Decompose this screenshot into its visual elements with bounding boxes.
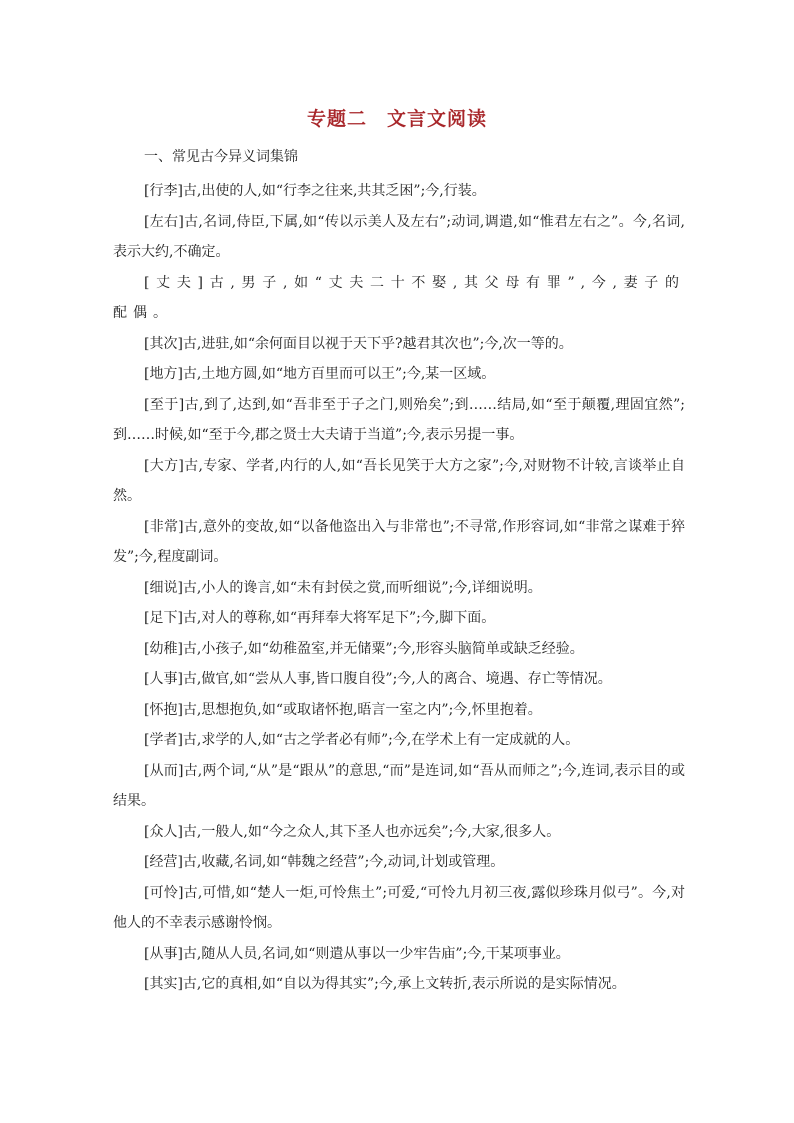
- page-title: 专题二 文言文阅读: [306, 108, 487, 130]
- entry-jingying: [经营]古,收藏,名词,如“韩魏之经营”;今,动词,计划或管理。: [144, 854, 505, 870]
- entry-renshi: [人事]古,做官,如“尝从人事,皆口腹自役”;今,人的离合、境遇、存亡等情况。: [144, 671, 612, 687]
- entry-zhiyu: [至于]古,到了,达到,如“吾非至于子之门,则殆矣”;到……结局,如“至于颠覆,理固宜然”;到……时候,如“至于今,郡之贤士大夫请于当道”;今,表示另提一事。: [113, 396, 685, 443]
- entry-youzhi: [幼稚]古,小孩子,如“幼稚盈室,并无储粟”;今,形容头脑简单或缺乏经验。: [144, 640, 584, 657]
- entry-dafang: [大方]古,专家、学者,内行的人,如“吾长见笑于大方之家”;今,对财物不计较,言谈举止自然。: [113, 457, 685, 504]
- entry-difang: [地方]古,土地方圆,如“地方百里而可以王”;今,某一区域。: [144, 366, 496, 382]
- entry-kelian: [可怜]古,可惜,如“楚人一炬,可怜焦土”;可爱,“可怜九月初三夜,露似珍珠月似弓”。今,对他人的不幸表示感谢怜悯。: [113, 884, 685, 931]
- entry-zuoyou: [左右]古,名词,侍臣,下属,如“传以示美人及左右”;动词,调遣,如“惟君左右之”。今,名词,表示大约,不确定。: [113, 213, 685, 260]
- entry-zhongren: [众人]古,一般人,如“今之众人,其下圣人也亦远矣”;今,大家,很多人。: [144, 823, 561, 840]
- entry-qishi: [其实]古,它的真相,如“自以为得其实”;今,承上文转折,表示所说的是实际情况。: [144, 976, 626, 992]
- entry-xishuo: [细说]古,小人的谗言,如“未有封侯之赏,而听细说”;今,详细说明。: [144, 579, 542, 596]
- entry-xuezhe: [学者]古,求学的人,如“古之学者必有师”;今,在学术上有一定成就的人。: [144, 732, 580, 748]
- entry-list: [113, 176, 685, 1000]
- entry-congshi: [从事]古,随从人员,名词,如“则遣从事以一少牢告庙”;今,干某项事业。: [144, 945, 570, 962]
- entry-conger: [从而]古,两个词,“从”是“跟从”的意思,“而”是连词,如“吾从而师之”;今,连词,表示目的或结果。: [113, 762, 685, 809]
- entry-feichang: [非常]古,意外的变故,如“以备他盗出入与非常也”;不寻常,作形容词,如“非常之谋难于猝发”;今,程度副词。: [113, 518, 685, 565]
- entry-qici: [其次]古,进驻,如“余何面目以视于天下乎?越君其次也”;今,次一等的。: [144, 335, 573, 352]
- entry-huaibao: [怀抱]古,思想抱负,如“或取诸怀抱,晤言一室之内”;今,怀里抱着。: [144, 701, 542, 718]
- entry-xingli: [行李]古,出使的人,如“行李之往来,共其乏困”;今,行装。: [144, 183, 486, 199]
- entry-zhangfu: [丈夫]古,男子,如“丈夫二十不娶,其父母有罪”,今,妻子的配偶。: [113, 274, 685, 321]
- section-heading: 一、常见古今异义词集锦: [144, 149, 298, 165]
- entry-zuxia: [足下]古,对人的尊称,如“再拜奉大将军足下”;今,脚下面。: [144, 610, 496, 626]
